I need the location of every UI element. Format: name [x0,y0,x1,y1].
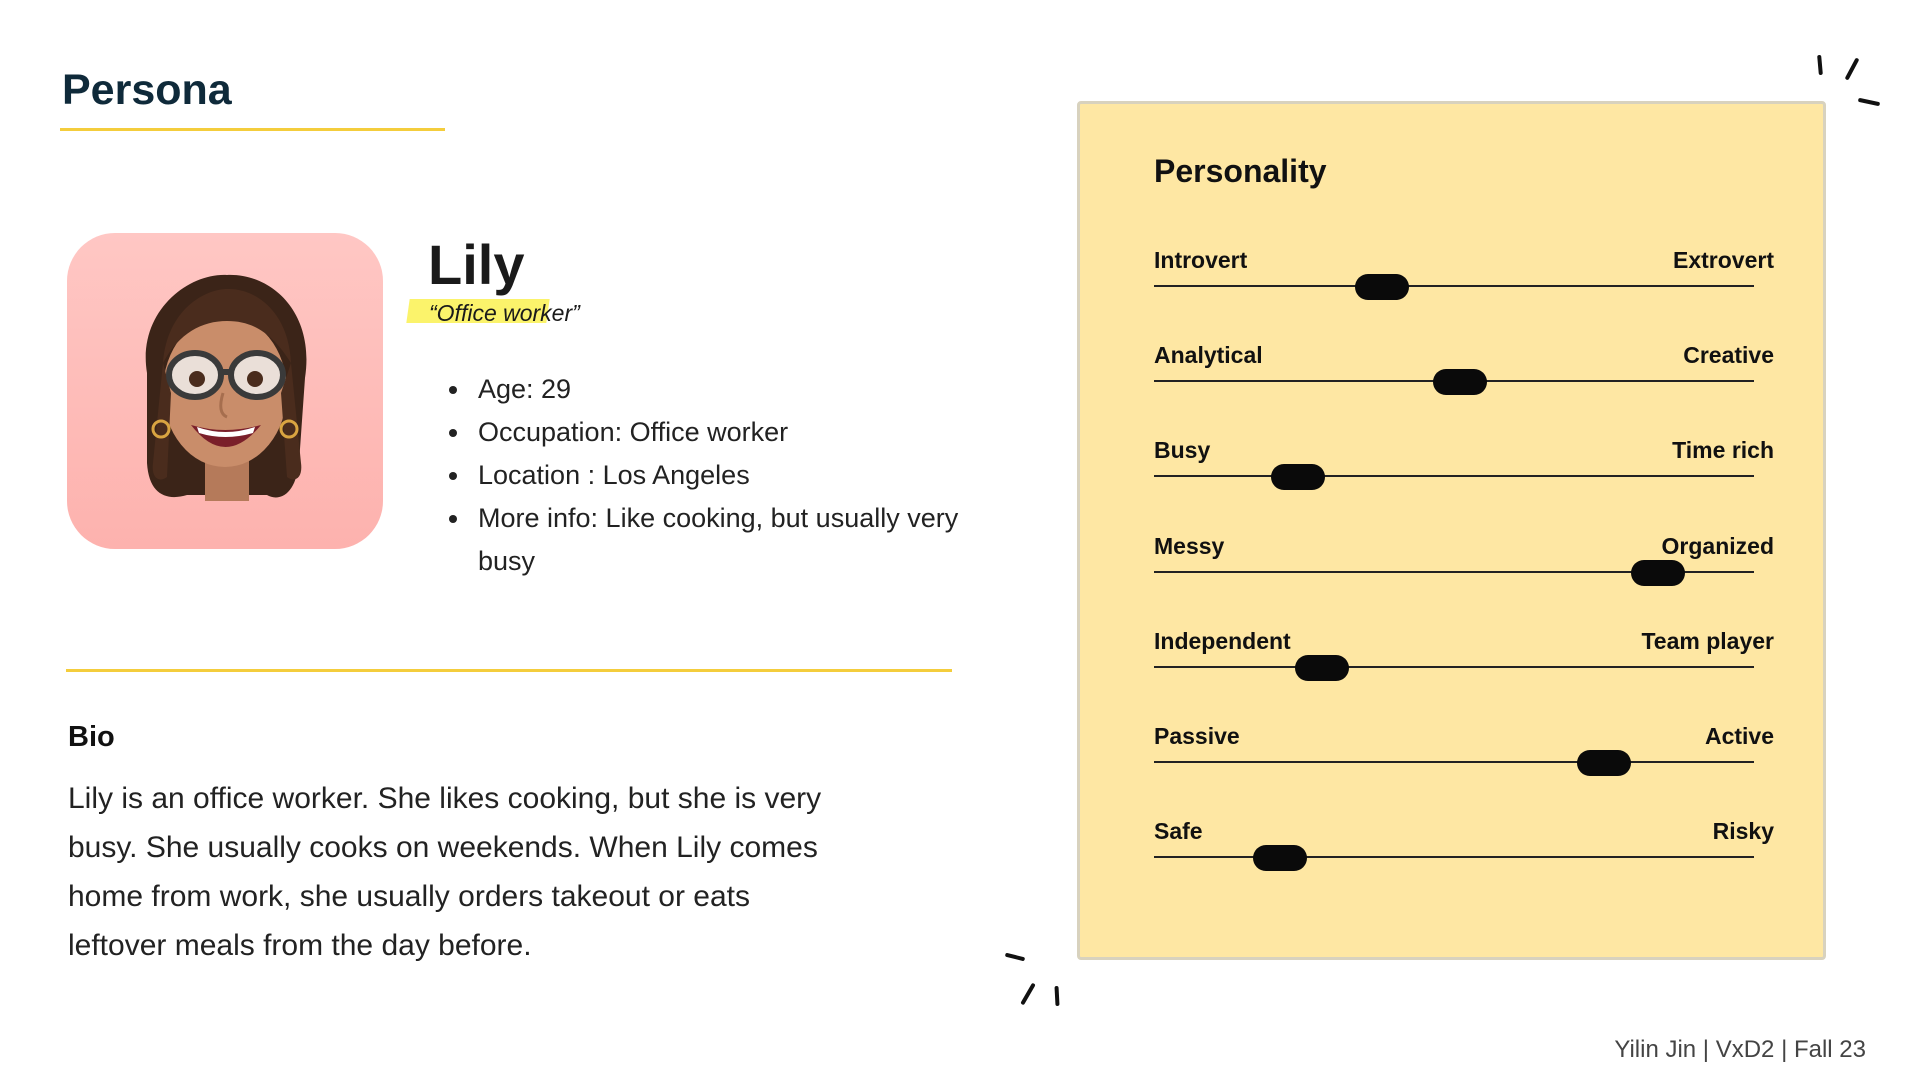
detail-age: • Age: 29 [472,368,992,411]
sparkle-dash-icon [1020,983,1035,1006]
trait-busy-time-rich [1154,437,1774,487]
trait-independent-team-player [1154,628,1774,678]
sparkle-dash-icon [1005,953,1025,962]
trait-slider-knob [1295,655,1349,681]
trait-safe-risky [1154,818,1774,868]
trait-left-label: Safe [1154,818,1203,844]
trait-passive-active [1154,723,1774,773]
trait-slider-knob [1577,750,1631,776]
trait-track [1154,475,1754,477]
trait-right-label: Organized [1661,533,1774,559]
trait-slider-knob [1253,845,1307,871]
bio-heading: Bio [68,721,115,753]
trait-analytical-creative [1154,342,1774,392]
trait-track [1154,285,1754,287]
trait-right-label: Time rich [1672,437,1774,463]
trait-left-label: Introvert [1154,247,1248,273]
trait-right-label: Extrovert [1673,247,1774,273]
trait-slider-knob [1271,464,1325,490]
detail-occupation: • Occupation: Office worker [472,411,992,454]
persona-subtitle: “Office worker” [429,300,580,326]
trait-introvert-extrovert [1154,247,1774,297]
memoji-avatar-icon [67,233,383,549]
persona-details-list [446,368,992,583]
sparkle-dash-icon [1817,55,1823,75]
bio-text: Lily is an office worker. She likes cooking, but she is very busy. She usually cooks on weekends. When Lily comes home from work, she usually orders takeout or eats leftover meals from the day before. [68,782,822,962]
trait-right-label: Creative [1683,342,1774,368]
trait-right-label: Active [1704,723,1774,749]
trait-slider-knob [1631,560,1685,586]
avatar [67,233,383,549]
persona-name: Lily [428,233,525,296]
footer-credit: Yilin Jin | VxD2 | Fall 23 [1614,1036,1866,1063]
detail-location: • Location : Los Angeles [472,454,992,497]
trait-left-label: Independent [1154,628,1291,654]
title-underline [60,128,445,131]
trait-left-label: Messy [1154,533,1225,559]
trait-slider-knob [1355,274,1409,300]
trait-left-label: Busy [1154,437,1211,463]
trait-slider-knob [1433,369,1487,395]
section-divider [66,669,952,672]
trait-messy-organized [1154,533,1774,583]
sparkle-dash-icon [1858,98,1880,106]
sparkle-dash-icon [1054,986,1059,1006]
page-title: Persona [62,66,232,114]
trait-track [1154,761,1754,763]
trait-track [1154,856,1754,858]
trait-left-label: Passive [1154,723,1240,749]
trait-right-label: Team player [1641,628,1774,654]
personality-title: Personality [1154,153,1327,189]
trait-track [1154,666,1754,668]
detail-more-info: • More info: Like cooking, but usually very busy [472,497,992,583]
trait-left-label: Analytical [1154,342,1263,368]
trait-right-label: Risky [1712,818,1774,844]
sparkle-dash-icon [1845,57,1860,80]
